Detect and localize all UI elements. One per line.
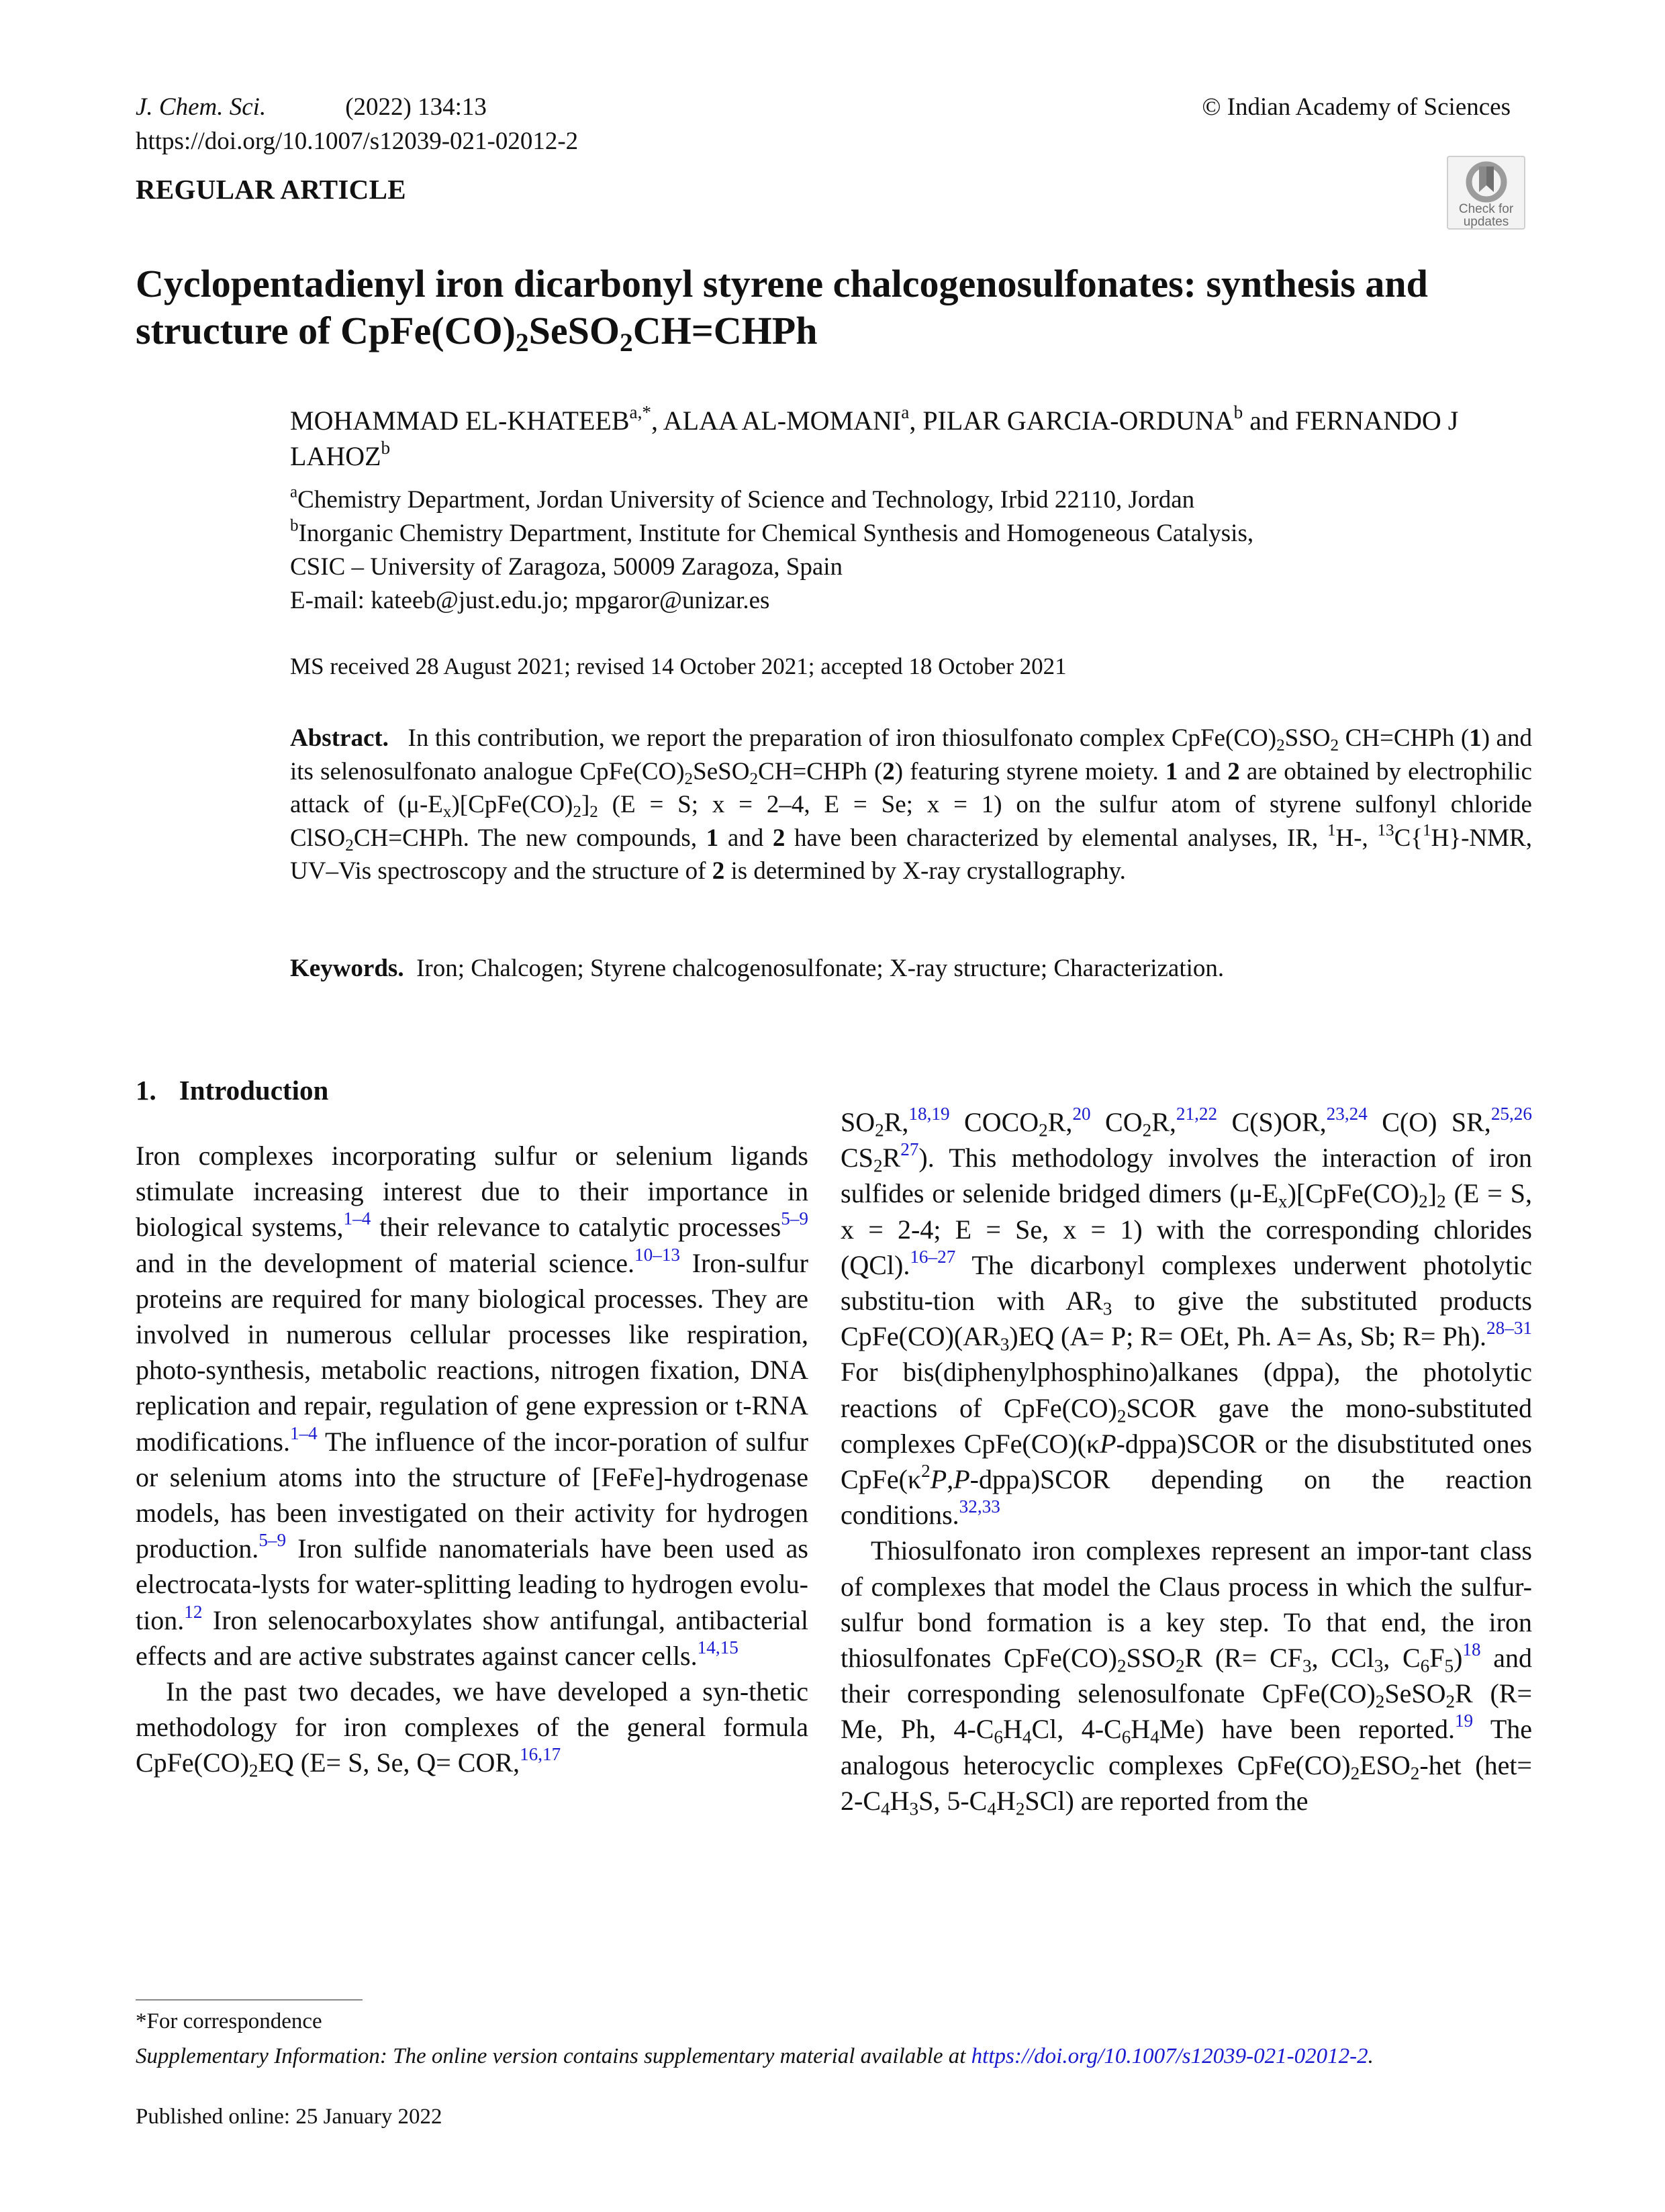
citation-link[interactable]: 18,19 [908,1104,950,1124]
abstract [290,722,1532,888]
section-number: 1. [136,1075,156,1106]
keywords-label: Keywords. [290,955,404,982]
abstract-label: Abstract. [290,724,389,752]
citation-link[interactable]: 19 [1454,1711,1474,1731]
paragraph: Thiosulfonato iron complexes represent an impor-tant class of complexes that model the Claus process in which the sulfur-sulfur bond formation is a key step. To that end, the iron thiosulfonates $CpFe(CO)_2SSO_2R$ ($R= CF_3$, CCl$_3$, $C_6F_5)^{18}$ and their corresponding selenosulfonate $CpFe(CO)_2SeSO_2R$ (R= Me, Ph, $4-C_6H_4Cl$, $4-C_6H_4Me$) have been reported.$^{19}$ The analogous heterocyclic complexes $CpFe(CO)_2ESO_2$-het ($het= 2-C_4H_3S$, $5-C_4H_2SCl$) are reported from the [841,1535,1533,1819]
section-heading [136,1074,328,1106]
manuscript-dates: MS received 28 August 2021; revised 14 October 2021; accepted 18 October 2021 [290,653,1067,679]
citation-link[interactable]: 16–27 [910,1246,956,1267]
published-date: Published online: 25 January 2022 [136,2105,442,2129]
body-column-right [841,1104,1532,1819]
citation-link[interactable]: 5–9 [258,1530,287,1551]
citation-link[interactable]: 1–4 [289,1423,318,1443]
journal-name: J. Chem. Sci. [136,93,267,121]
journal-citation [136,91,487,124]
citation-link[interactable]: 5–9 [781,1208,808,1229]
body-column-left [136,1138,808,1781]
citation-link[interactable]: 16,17 [520,1744,561,1765]
bookmark-circle-icon [1464,161,1509,203]
paragraph: $SO_2R,^{18,19}$ $COCO_2R,^{20}$ $CO_2R,^{21,22}$ C(S)OR,$^{23,24}$ C(O) SR,$^{25,26}$ $CS_2R^{27}$). This methodology involves the interaction of iron sulfides or selenide bridged dimers $(\mu-E_x)[CpFe(CO)_2]_2$ (E = S, x = 2-4; E = Se, x = 1) with the corresponding chlorides (QCl).$^{16-27}$ The dicarbonyl complexes underwent photolytic substitu-tion with $AR_3$ to give the substituted products $CpFe(CO)(AR_3)EQ$ (A= P; R= OEt, Ph. A= As, Sb; R= Ph).$^{28-31}$ For bis(diphenylphosphino)alkanes (dppa), the photolytic reactions of $CpFe(CO)_2SCOR$ gave the mono-substituted complexes CpFe(CO)(κP-dppa)SCOR or the disubstituted ones $CpFe(\kappa^2P,P-dppa)SCOR$ depending on the reaction conditions.$^{32,33}$ [841,1104,1532,1531]
check-updates-label-2: updates [1463,215,1509,229]
contact-email: E-mail: kateeb@just.edu.jo; mpgaror@unizar.es [290,587,770,614]
citation-link[interactable]: 18 [1462,1639,1481,1660]
citation-link[interactable]: 14,15 [697,1637,739,1657]
citation-link[interactable]: 27 [900,1139,919,1160]
check-for-updates-button[interactable] [1447,156,1525,230]
volume-info: (2022) 134:13 [345,93,487,121]
citation-link[interactable]: 28–31 [1486,1318,1532,1339]
keywords [290,952,1532,985]
supplementary-text: Supplementary Information: The online version contains supplementary material available at [136,2044,971,2068]
section-title: Introduction [179,1075,329,1106]
publisher-copyright: © Indian Academy of Sciences [1202,93,1511,121]
supplementary-suffix: . [1368,2044,1374,2068]
citation-link[interactable]: 32,33 [959,1496,1000,1517]
affiliation-b-cont: CSIC – University of Zaragoza, 50009 Zaragoza, Spain [290,553,843,581]
keywords-list: Iron; Chalcogen; Styrene chalcogenosulfonate; X-ray structure; Characterization. [416,955,1225,982]
citation-link[interactable]: 21,22 [1176,1104,1218,1124]
citation-link[interactable]: 20 [1072,1104,1091,1124]
correspondence-footnote: *For correspondence [136,2009,322,2033]
citation-link[interactable]: 10–13 [634,1244,680,1265]
article-title: Cyclopentadienyl iron dicarbonyl styrene chalcogenosulfonates: synthesis and structure of $CpFe(CO)_2SeSO_2CH=CHPh$ [136,262,1428,358]
check-updates-label-1: Check for [1458,202,1514,216]
doi-link[interactable]: https://doi.org/10.1007/s12039-021-02012-2 [136,128,579,155]
author-list: MOHAMMAD $EL-KHATEEB^{a,*}$, ALAA AL-MOMANI$^a$, PILAR GARCIA-ORDUNA$^b$ and FERNANDO J LAHOZ$^b$ [290,402,1459,471]
affiliation-a: $^a$Chemistry Department, Jordan University of Science and Technology, Irbid 22110, Jordan [290,483,1195,514]
affiliation-b: $^b$Inorganic Chemistry Department, Institute for Chemical Synthesis and Homogeneous Catalysis, [290,516,1254,547]
citation-link[interactable]: 1–4 [343,1208,371,1229]
paragraph: Iron complexes incorporating sulfur or selenium ligands stimulate increasing interest due to their importance in biological systems,$^{1-4}$ their relevance to catalytic processes$^{5-9}$ and in the development of material science.$^{10-13}$ Iron-sulfur proteins are required for many biological processes. They are involved in numerous cellular processes like respiration, photo-synthesis, metabolic reactions, nitrogen fixation, DNA replication and repair, regulation of gene expression or t-RNA modifications.$^{1-4}$ The influence of the incor-poration of sulfur or selenium atoms into the structure of [FeFe]-hydrogenase models, has been investigated on their activity for hydrogen production.$^{5-9}$ Iron sulfide nanomaterials have been used as electrocata-lysts for water-splitting leading to hydrogen evolu-tion.$^{12}$ Iron selenocarboxylates show antifungal, antibacterial effects and are active substrates against cancer cells.$^{14,15}$ [136,1141,808,1671]
article-type: REGULAR ARTICLE [136,174,406,205]
footnote-divider [136,1999,363,2001]
citation-link[interactable]: 12 [184,1601,203,1622]
paragraph: In the past two decades, we have developed a syn-thetic methodology for iron complexes of the general formula $CpFe(CO)_2EQ$ (E= S, Se, Q= COR,$^{16,17}$ [136,1676,808,1782]
affiliations [290,483,1532,618]
abstract-body: In this contribution, we report the preparation of iron thiosulfonato complex $CpFe(CO)_2SSO_2$ CH=CHPh (1) and its selenosulfonato analogue $CpFe(CO)_2SeSO_2CH=CHPh$ (2) featuring styrene moiety. 1 and 2 are obtained by electrophilic attack of $(\mu-E_x)[CpFe(CO)_2]_2$ (E = S; x = 2–4, E = Se; x = 1) on the sulfur atom of styrene sulfonyl chloride ClSO$_2$CH=CHPh. The new compounds, 1 and 2 have been characterized by elemental analyses, IR, $^1$H-, $^{13}$C{$^1$H}-NMR, UV–Vis spectroscopy and the structure of 2 is determined by X-ray crystallography. [290,724,1532,885]
supplementary-footnote [136,2041,1539,2072]
citation-link[interactable]: 23,24 [1326,1104,1368,1124]
citation-link[interactable]: 25,26 [1490,1104,1532,1124]
supplementary-link[interactable]: https://doi.org/10.1007/s12039-021-02012-2 [971,2044,1368,2068]
